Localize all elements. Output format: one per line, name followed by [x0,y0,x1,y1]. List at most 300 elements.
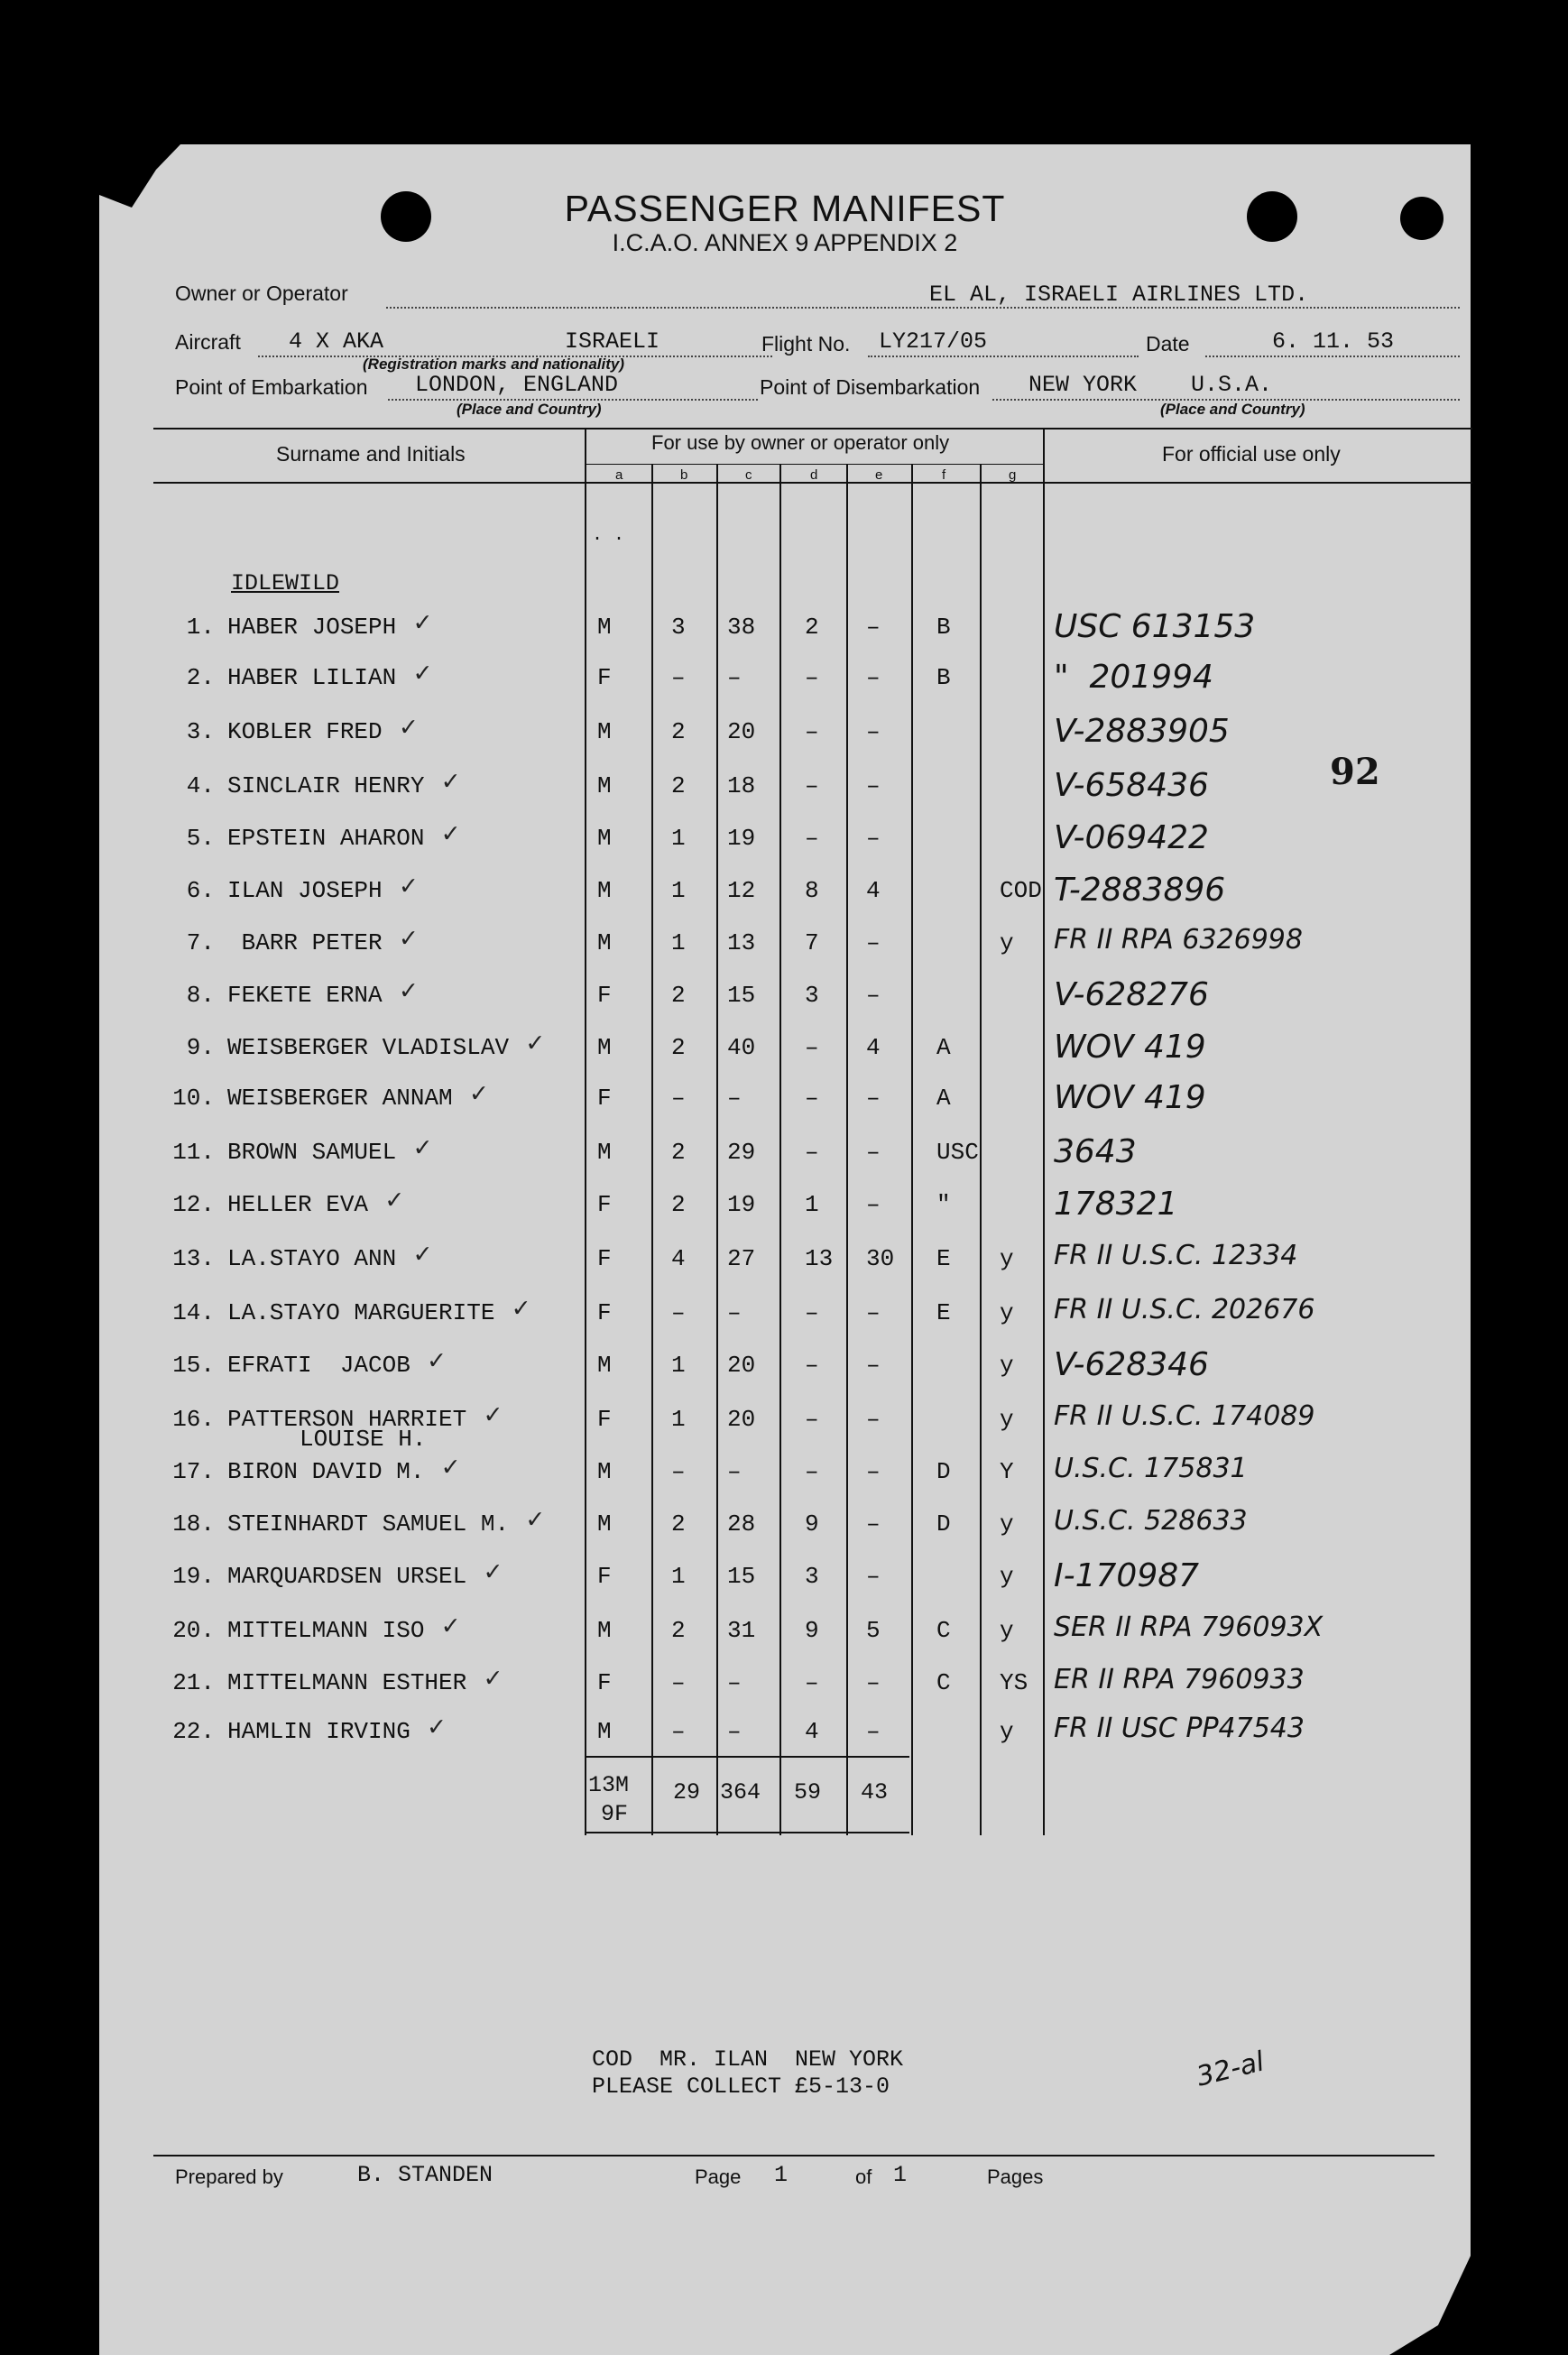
cell-name: ILAN JOSEPH [227,877,383,904]
cell-e: – [866,1352,881,1379]
cell-n: 20. [172,1617,215,1644]
totals-top-rule [585,1756,909,1758]
cell-c: 20 [727,1406,756,1433]
cell-n: 9. [186,1034,215,1061]
total-female: 9F [601,1801,629,1827]
cell-name: EPSTEIN AHARON [227,825,425,852]
cell-off: ER II RPA 7960933 [1054,1664,1305,1695]
cell-d: 4 [805,1718,819,1745]
cell-d: 9 [805,1617,819,1644]
table-row [99,1133,1471,1175]
subcol-e: e [875,467,883,483]
cell-c: 27 [727,1245,756,1272]
cell-b: – [671,1085,686,1112]
cell-name: BROWN SAMUEL [227,1139,397,1166]
cell-name: HABER JOSEPH [227,614,397,641]
table-row [99,1346,1471,1388]
disembarkation-note: (Place and Country) [1160,401,1305,418]
cell-off: U.S.C. 528633 [1054,1505,1248,1537]
cell-n: 7. [186,929,215,956]
cell-n: 21. [172,1669,215,1696]
table-row [99,1612,1471,1653]
table-row [99,1400,1471,1453]
cell-c: 19 [727,1191,756,1218]
check-mark-icon: ✓ [484,1665,502,1695]
cell-c: – [727,1669,742,1696]
table-row [99,1294,1471,1335]
cell-c: 31 [727,1617,756,1644]
cell-n: 2. [186,664,215,691]
cell-d: – [805,1458,819,1485]
disembarkation-label: Point of Disembarkation [760,375,981,399]
cell-e: – [866,825,881,852]
cell-b: 1 [671,929,686,956]
cell-e: – [866,772,881,799]
table-row [99,1029,1471,1070]
check-mark-icon: ✓ [428,1713,445,1744]
cell-b: 3 [671,614,686,641]
subcol-c: c [745,467,752,483]
cell-name: WEISBERGER ANNAM [227,1085,453,1112]
cell-name: HAMLIN IRVING [227,1718,410,1745]
cell-d: – [805,718,819,745]
cell-d: 8 [805,877,819,904]
cell-f: " [936,1191,951,1218]
cell-n: 1. [186,614,215,641]
cell-d: – [805,1406,819,1433]
cell-e: – [866,1406,881,1433]
cell-d: – [805,664,819,691]
total-male: 13M [588,1772,630,1798]
cell-d: 3 [805,982,819,1009]
stamp-number: 92 [1330,751,1380,793]
cell-b: 1 [671,1563,686,1590]
cell-d: – [805,1034,819,1061]
cell-b: 2 [671,982,686,1009]
cell-c: – [727,1299,742,1326]
cell-c: 38 [727,614,756,641]
header-official-use: For official use only [1162,442,1341,466]
owner-value: EL AL, ISRAELI AIRLINES LTD. [929,282,1309,308]
cell-c: 28 [727,1510,756,1538]
cell-c: 15 [727,1563,756,1590]
cell-name: BARR PETER [227,929,383,956]
cell-e: – [866,982,881,1009]
subcol-b: b [680,467,688,483]
cell-g: YS [1000,1669,1028,1696]
check-mark-icon: ✓ [527,1506,544,1537]
table-row [99,1557,1471,1599]
cell-g: y [1000,1299,1014,1326]
cell-f: D [936,1458,951,1485]
cell-c: 15 [727,982,756,1009]
cell-e: – [866,1718,881,1745]
cell-g: y [1000,1510,1014,1538]
cell-off: SER II RPA 796093X [1054,1612,1324,1643]
cell-a: F [597,1191,612,1218]
table-row [99,976,1471,1018]
cell-f: C [936,1669,951,1696]
cell-name: EFRATI JACOB [227,1352,410,1379]
cell-g: y [1000,1245,1014,1272]
cell-name: HELLER EVA [227,1191,369,1218]
cell-n: 12. [172,1191,215,1218]
cell-off: " 201994 [1054,659,1213,696]
disembarkation-value: NEW YORK U.S.A. [1028,372,1273,398]
cell-n: 19. [172,1563,215,1590]
cell-n: 14. [172,1299,215,1326]
cell-off: V-628346 [1054,1346,1209,1383]
cell-n: 15. [172,1352,215,1379]
check-mark-icon: ✓ [414,1241,431,1271]
cell-c: 29 [727,1139,756,1166]
cell-a: M [597,718,612,745]
cell-name: SINCLAIR HENRY [227,772,425,799]
cell-e: – [866,718,881,745]
cell-c: – [727,1718,742,1745]
cell-name: BIRON DAVID M. [227,1458,425,1485]
header-owner-use: For use by owner or operator only [651,431,950,454]
check-mark-icon: ✓ [414,1134,431,1165]
cell-n: 18. [172,1510,215,1538]
cell-off: WOV 419 [1054,1079,1206,1116]
cell-a: M [597,772,612,799]
page-number: 1 [774,2162,789,2188]
cell-b: 1 [671,1406,686,1433]
embarkation-value: LONDON, ENGLAND [415,372,619,398]
cell-off: FR II USC PP47543 [1054,1713,1305,1744]
cell-c: 13 [727,929,756,956]
check-mark-icon: ✓ [414,660,431,690]
cell-e: 30 [866,1245,895,1272]
cell-g: y [1000,1563,1014,1590]
table-row [99,1240,1471,1281]
subcol-g: g [1009,467,1017,483]
cell-f: B [936,614,951,641]
cell-f: A [936,1085,951,1112]
embarkation-label: Point of Embarkation [175,375,368,399]
table-row [99,608,1471,650]
cell-n: 22. [172,1718,215,1745]
table-row [99,819,1471,861]
cell-b: 1 [671,877,686,904]
cell-b: – [671,664,686,691]
cell-b: 4 [671,1245,686,1272]
cell-e: – [866,1563,881,1590]
cell-b: 2 [671,1034,686,1061]
cell-c: 18 [727,772,756,799]
cell-g: COD [1000,877,1042,904]
cell-off: FR II U.S.C. 202676 [1054,1294,1315,1325]
cell-a: F [597,1563,612,1590]
cell-d: – [805,825,819,852]
cell-c: 20 [727,718,756,745]
cell-n: 8. [186,982,215,1009]
cell-e: – [866,614,881,641]
cell-name: STEINHARDT SAMUEL M. [227,1510,510,1538]
cell-a: M [597,1617,612,1644]
check-mark-icon: ✓ [414,609,431,640]
cell-off: 3643 [1054,1133,1137,1170]
cell-off: V-658436 [1054,767,1209,804]
table-row [99,1186,1471,1227]
check-mark-icon: ✓ [400,873,417,903]
cell-d: 1 [805,1191,819,1218]
cell-c: 12 [727,877,756,904]
cell-n: 5. [186,825,215,852]
cell-b: 2 [671,1617,686,1644]
cell-n: 4. [186,772,215,799]
subcol-f: f [942,467,946,483]
cell-a: M [597,877,612,904]
cell-f: E [936,1245,951,1272]
cell-b: – [671,1718,686,1745]
cod-note-line1: COD MR. ILAN NEW YORK [592,2046,904,2073]
owner-label: Owner or Operator [175,282,348,305]
cell-e: – [866,1299,881,1326]
cell-off: I-170987 [1054,1557,1200,1594]
cell-f: USC [936,1139,979,1166]
table-row [99,1713,1471,1754]
table-top-rule [153,428,1472,429]
cell-f: D [936,1510,951,1538]
cell-c: 19 [727,825,756,852]
cell-e: – [866,929,881,956]
cell-off: 178321 [1054,1186,1178,1223]
totals-bottom-rule [585,1832,909,1833]
cell-e: 4 [866,877,881,904]
cell-a: M [597,1458,612,1485]
page-title: PASSENGER MANIFEST [564,188,1006,229]
table-row [99,924,1471,965]
cell-b: – [671,1669,686,1696]
cell-name: LA.STAYO MARGUERITE [227,1299,495,1326]
cell-name: KOBLER FRED [227,718,383,745]
cell-a: M [597,1510,612,1538]
cell-b: – [671,1299,686,1326]
cell-g: y [1000,929,1014,956]
cell-b: – [671,1458,686,1485]
cell-f: E [936,1299,951,1326]
table-row [99,872,1471,913]
cell-b: 2 [671,1191,686,1218]
embarkation-note: (Place and Country) [457,401,602,418]
total-c: 364 [720,1779,761,1806]
cell-f: C [936,1617,951,1644]
first-row-marks: . . [592,525,625,546]
cod-note-line2: PLEASE COLLECT £5-13-0 [592,2073,890,2100]
table-row [99,767,1471,808]
manifest-page [99,144,1471,2355]
cell-b: 1 [671,825,686,852]
torn-corner-bottom-right [1389,2156,1471,2355]
cell-name2: LOUISE H. [300,1426,427,1453]
total-d: 59 [794,1779,822,1806]
cell-a: M [597,825,612,852]
cell-c: – [727,1458,742,1485]
cell-a: F [597,1669,612,1696]
cell-d: 2 [805,614,819,641]
of-label: of [855,2166,872,2188]
cell-n: 16. [172,1406,215,1433]
cell-d: – [805,1299,819,1326]
cell-off: FR II U.S.C. 174089 [1054,1400,1315,1432]
subcol-rule [585,464,1043,465]
check-mark-icon: ✓ [484,1401,502,1432]
cell-d: 7 [805,929,819,956]
cell-d: – [805,1085,819,1112]
cell-a: F [597,1299,612,1326]
cell-e: – [866,1510,881,1538]
cell-name: HABER LILIAN [227,664,397,691]
cell-c: – [727,664,742,691]
check-mark-icon: ✓ [428,1347,445,1378]
pages-label: Pages [987,2166,1044,2188]
flight-value: LY217/05 [879,328,988,355]
check-mark-icon: ✓ [442,1454,459,1484]
cell-c: 20 [727,1352,756,1379]
cell-a: F [597,1406,612,1433]
check-mark-icon: ✓ [400,925,417,956]
check-mark-icon: ✓ [386,1187,403,1217]
check-mark-icon: ✓ [527,1030,544,1060]
cell-e: 5 [866,1617,881,1644]
cell-g: y [1000,1352,1014,1379]
cell-name: LA.STAYO ANN [227,1245,397,1272]
cell-d: – [805,1669,819,1696]
cell-a: M [597,1139,612,1166]
check-mark-icon: ✓ [442,768,459,799]
cell-f: B [936,664,951,691]
cell-e: 4 [866,1034,881,1061]
cell-e: – [866,1669,881,1696]
check-mark-icon: ✓ [400,714,417,744]
page-subtitle: I.C.A.O. ANNEX 9 APPENDIX 2 [612,229,958,256]
cell-off: WOV 419 [1054,1029,1206,1066]
cell-name: WEISBERGER VLADISLAV [227,1034,510,1061]
prepared-label: Prepared by [175,2166,283,2188]
cell-n: 6. [186,877,215,904]
cell-e: – [866,1139,881,1166]
check-mark-icon: ✓ [470,1080,487,1111]
registration-note: (Registration marks and nationality) [363,356,624,373]
table-row [99,1453,1471,1494]
aircraft-label: Aircraft [175,330,241,354]
cell-name: FEKETE ERNA [227,982,383,1009]
cell-n: 11. [172,1139,215,1166]
cell-e: – [866,664,881,691]
total-b: 29 [673,1779,701,1806]
page-total: 1 [893,2162,908,2188]
cell-a: F [597,982,612,1009]
cell-off: T-2883896 [1054,872,1226,909]
cell-a: M [597,1718,612,1745]
corner-handwritten-note: 32-al [1193,2046,1268,2093]
section-label: IDLEWILD [231,570,340,596]
cell-a: M [597,1352,612,1379]
table-row [99,659,1471,700]
cell-d: 9 [805,1510,819,1538]
cell-f: A [936,1034,951,1061]
cell-b: 2 [671,772,686,799]
table-row [99,1079,1471,1121]
cell-name: MARQUARDSEN URSEL [227,1563,467,1590]
cell-name: PATTERSON HARRIET [227,1406,467,1433]
cell-a: F [597,1085,612,1112]
cell-d: 13 [805,1245,834,1272]
cell-b: 1 [671,1352,686,1379]
cell-off: FR II U.S.C. 12334 [1054,1240,1298,1271]
cell-d: – [805,1139,819,1166]
total-e: 43 [861,1779,889,1806]
cell-off: U.S.C. 175831 [1054,1453,1248,1484]
flight-dots [868,356,1139,357]
cell-e: – [866,1191,881,1218]
check-mark-icon: ✓ [442,820,459,851]
cell-c: – [727,1085,742,1112]
header-surname: Surname and Initials [276,442,466,466]
date-value: 6. 11. 53 [1272,328,1395,355]
cell-g: y [1000,1406,1014,1433]
flight-label: Flight No. [761,332,851,356]
cell-b: 2 [671,1139,686,1166]
cell-n: 3. [186,718,215,745]
cell-d: – [805,1352,819,1379]
cell-b: 2 [671,1510,686,1538]
check-mark-icon: ✓ [400,977,417,1008]
page-label: Page [695,2166,742,2188]
cell-n: 13. [172,1245,215,1272]
cell-name: MITTELMANN ISO [227,1617,425,1644]
cell-d: 3 [805,1563,819,1590]
cell-d: – [805,772,819,799]
cell-off: V-628276 [1054,976,1209,1013]
cell-a: F [597,1245,612,1272]
cell-a: M [597,1034,612,1061]
cell-off: V-069422 [1054,819,1209,856]
cell-off: FR II RPA 6326998 [1054,924,1303,956]
cell-n: 17. [172,1458,215,1485]
check-mark-icon: ✓ [484,1558,502,1589]
date-label: Date [1146,332,1190,356]
aircraft-reg: 4 X AKA [289,328,384,355]
aircraft-nationality: ISRAELI [565,328,660,355]
cell-g: y [1000,1617,1014,1644]
check-mark-icon: ✓ [442,1612,459,1643]
cell-a: F [597,664,612,691]
cell-off: V-2883905 [1054,713,1230,750]
prepared-value: B. STANDEN [357,2162,493,2188]
table-row [99,1505,1471,1547]
check-mark-icon: ✓ [512,1295,530,1325]
cell-g: y [1000,1718,1014,1745]
footer-rule [153,2155,1434,2156]
date-dots [1205,356,1460,357]
cell-c: 40 [727,1034,756,1061]
subcol-d: d [810,467,818,483]
subcol-a: a [615,467,623,483]
cell-a: M [597,929,612,956]
cell-e: – [866,1458,881,1485]
cell-a: M [597,614,612,641]
cell-name: MITTELMANN ESTHER [227,1669,467,1696]
cell-b: 2 [671,718,686,745]
cell-off: USC 613153 [1054,608,1256,645]
cell-g: Y [1000,1458,1014,1485]
table-row [99,1664,1471,1705]
cell-n: 10. [172,1085,215,1112]
table-row [99,713,1471,754]
